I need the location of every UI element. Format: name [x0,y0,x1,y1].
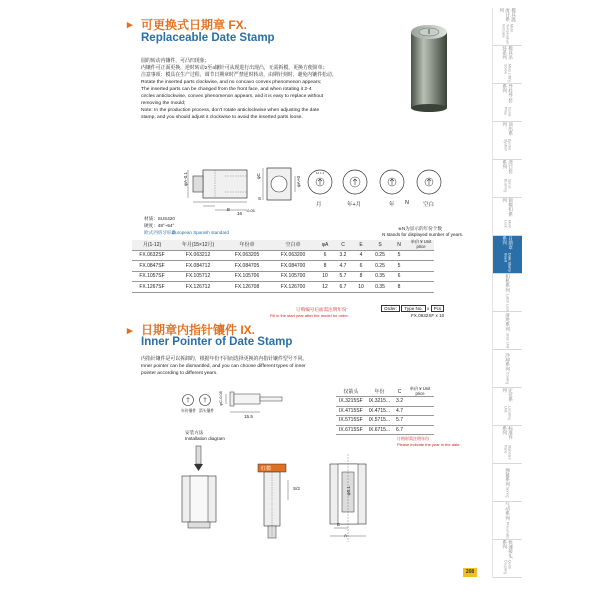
pointer-table [336,387,434,435]
table-row [336,397,434,407]
cell [406,425,434,435]
cell: IX.3215... [366,397,393,407]
desc-cn-line: 内镶件可正面更换，逆时转动2至4镶针可从现进行出现凸，无需拆模，更换方便简单； [141,66,328,71]
sidebar-item-sub: Ejector System [503,138,512,151]
pointer-year-icon [183,395,194,406]
sidebar-item-sub: Locating Unit [503,405,512,420]
sidebar-item-sub: Quick Coupling [503,560,512,575]
sidebar-item-13[interactable] [492,502,522,540]
dim-s2: S/2 [293,486,300,491]
sidebar-item-3[interactable] [492,122,522,160]
order-note-cn: 订购编号后面需注明年份 [296,307,347,312]
sidebar-item-sub: Spring [505,487,510,498]
cell: 5.7 [393,416,406,426]
cell: FX.084705 [224,261,270,272]
sidebar-item-5[interactable] [492,198,522,236]
cell: IX.5715SF [336,416,366,426]
dial-blank-icon [417,170,441,194]
sidebar-item-11[interactable] [492,426,522,464]
table-row [336,425,434,435]
section2-arrow: ▸ [127,325,133,337]
standard-en: European Spanish standard [172,230,229,235]
pointer-arrow-label: 箭头镶件 [199,409,215,413]
cell: IX.4715SF [336,406,366,416]
sidebar-item-label: 标准件系列 [502,426,514,440]
dial-year-month-icon [343,170,367,194]
table-header-row [132,240,434,250]
cell: 10 [316,271,334,282]
sidebar-item-sub: Mold Lifting Screw [503,64,512,83]
cell: 4.7 [334,261,352,272]
dim-phi-c: φC [256,173,261,180]
desc-en-line: removing the mould; [141,101,186,106]
col-header: 单价 ¥ Unit price [406,387,434,397]
install-en: Installation diagram [185,436,225,441]
col-header: 年份章 [224,240,270,250]
cell: 8 [352,271,370,282]
red-plate-label: 红模 [261,466,272,472]
svg-text:12 1 2: 12 1 2 [315,171,325,175]
col-header: 空白章 [270,240,316,250]
sidebar-item-sub: Cooling [505,372,510,385]
cell [406,397,434,407]
cell [408,282,434,293]
cell: 5 [390,250,408,261]
cell: FX.084700 [270,261,316,272]
dim-phi-a: φA-0.1 [183,172,188,186]
sidebar-item-label: 快速接头系列 [502,540,514,559]
desc-cn-line: 圆的转动内镶件，可凸凹现象； [141,59,210,64]
sidebar-item-sub: Guide Pillar [503,106,512,117]
section-arrow: ▸ [127,19,133,31]
cell: 6.7 [393,425,406,435]
cell: 5 [390,261,408,272]
cell: 8 [390,282,408,293]
desc-en-line: Rotate the inserted parts clockwise, and no concavo convex phenomenon appears; [141,80,322,85]
note-n-en: N stands for displayed number of years. [382,232,464,237]
col-header: 仅箭头 [336,387,366,397]
cell: 0.25 [370,261,390,272]
section2-description [141,356,441,377]
standard-cn: 欧式西班牙标准 [144,230,177,235]
sidebar-item-14[interactable] [492,540,522,578]
cell [406,416,434,426]
cell: FX.0847SF [132,261,172,272]
cell: 0.35 [370,282,390,293]
sidebar-item-label: 弹簧系列 [505,467,511,486]
sidebar-item-8[interactable] [492,312,522,350]
sidebar-item-label: 滑块系列 [505,313,511,332]
dim-e2: E [337,522,341,527]
date-stamp-photo [405,22,455,114]
cell: FX.105712 [172,271,224,282]
hardness: 硬度：48°~54° [144,223,175,228]
table-row [132,271,434,282]
order-label: Order: [381,305,400,312]
section-title-cn: 可更换式日期章 FX. [141,18,248,32]
table-row [132,282,434,293]
sidebar-item-label: 定位系列 [502,388,514,402]
table-header-row [336,387,434,397]
section-title-en: Replaceable Date Stamp [141,32,275,44]
cell: 6 [390,271,408,282]
cell: 3.2 [393,397,406,407]
spec-table [132,240,434,293]
sidebar-item-12[interactable] [492,464,522,502]
cell: 6 [316,250,334,261]
desc-en-line: circles anticlockwise, convex phenomenon appears, and it is easy to replace without [141,94,324,99]
col-header: 年份 [366,387,393,397]
cell: 0.35 [370,271,390,282]
material: 材质：SUS420 [144,216,175,221]
sidebar-item-sub: Mold Temperature Indicator [501,24,514,45]
col-header: φA [316,240,334,250]
cell [406,406,434,416]
section2-title-cn: 日期章内指针镶件 IX. [141,323,256,337]
sidebar-item-1[interactable] [492,46,522,84]
col-header: 年月(15×12月) [172,240,224,250]
sidebar-item-label: 锁模扣系列 [502,198,514,217]
sidebar-item-sub: Pneumatic [505,521,510,539]
cell: 4.7 [393,406,406,416]
dial-year-icon [380,170,404,194]
col-header: E [352,240,370,250]
cell: FX.105706 [224,271,270,282]
cell: FX.1057SF [132,271,172,282]
pointer-arrow-icon [200,395,211,406]
sidebar-item-label: 模具温度计系列 [499,8,517,22]
pointer-note-en: Please indicate the year in the date. [397,442,461,447]
cell: 8 [316,261,334,272]
order-pcs: Pcs [431,305,445,312]
sidebar-item-label: 气动系列 [505,502,511,521]
sidebar-item-sub: Slide Unit [505,332,510,348]
cell: 4 [352,250,370,261]
cell: 0.25 [370,250,390,261]
sidebar-item-0[interactable] [492,8,522,46]
dim-e: E [227,207,231,212]
order-note-en: Fill in the start year after the model for order. [270,313,349,318]
dim-tolerance: -0.05 [246,209,255,213]
cell: FX.084712 [172,261,224,272]
cell: 6 [352,261,370,272]
sidebar-item-sub: Date Stamp Insert [503,252,512,272]
installation-diagram [170,444,370,550]
dial-icons [305,168,455,198]
cell: IX.6715... [366,425,393,435]
order-x: x [426,306,430,311]
cell: FX.105700 [270,271,316,282]
sidebar-item-label: 冷却系列 [505,352,511,372]
order-example-value: FX.0632SF x 10 [411,313,445,318]
col-header: 单价 ¥ Unit price [408,240,434,250]
sidebar-item-4[interactable] [492,160,522,198]
sidebar-item-label: 导柱导套系列 [502,84,514,103]
dial-label-n: N [405,200,409,206]
cell [408,261,434,272]
desc-en-line: pointer according to different years. [141,371,218,376]
cell: FX.1267SF [132,282,172,293]
cell: FX.126700 [270,282,316,293]
cell: FX.126712 [172,282,224,293]
sidebar-item-7[interactable] [492,274,522,312]
sidebar-item-sub: Sprue Bushing [503,178,512,192]
col-header: 月(1-12) [132,240,172,250]
inner-pointer-drawing [180,388,295,428]
cell: FX.0632SF [132,250,172,261]
sidebar-item-sub: Latch Lock [505,293,510,311]
table-row [132,261,434,272]
cell: 12 [316,282,334,293]
sidebar-item-label: 扣机系列 [505,274,511,293]
pointer-note-cn: 订购时需注明年份 [397,436,429,441]
sidebar-item-label: 模具吊环系列 [502,46,514,60]
desc-en-line: The inserted parts can be changed from the front face, and when rotating it 2-4 [141,87,312,92]
dim-s: S [258,196,262,201]
sidebar-item-2[interactable] [492,84,522,122]
dim-pointer-phi-c: φC-0.05 [218,391,223,406]
cell: FX.126708 [224,282,270,293]
cell [408,271,434,282]
sidebar-item-sub: Mold Lock [503,220,512,228]
table-row [336,406,434,416]
install-cn: 安装方法 [185,430,204,435]
sidebar-item-label: 浇口套系列 [502,160,514,174]
cell: IX.5715... [366,416,393,426]
dim-phi-a-sub: φA+0 [296,176,301,188]
category-sidebar [492,8,522,584]
cell: IX.4715... [366,406,393,416]
cell: IX.3215SF [336,397,366,407]
section2-title-en: Inner Pointer of Date Stamp [141,336,293,348]
dial-label-year: 年 [389,202,395,208]
cell: FX.063200 [270,250,316,261]
cell: 5.7 [334,271,352,282]
col-header: N [390,240,408,250]
table-row [132,250,434,261]
dim-a2: A [344,533,348,538]
sidebar-item-label: 日期章系列 [502,236,514,250]
desc-cn-line: 内指针镶件是可以拆卸的，根据年份不同而选择更换的内指针镶件型号不同。 [141,357,308,362]
desc-en-line: Inner pointer can be dismantled, and you can choose different types of inner [141,364,306,369]
order-example [381,305,444,312]
sidebar-item-6[interactable] [492,236,522,274]
sidebar-item-9[interactable] [492,350,522,388]
note-n-cn: ※N为显示的年份个数 [398,226,442,231]
cell: 3.2 [334,250,352,261]
cell: IX.6715SF [336,425,366,435]
desc-cn-line: 注意事项：模具在生产过程，调节日期章时严禁逆时转动，由期针刻时，避免内镶件松动。 [141,73,337,78]
cell: 6.7 [334,282,352,293]
dim-16: 16 [237,211,243,216]
sidebar-item-10[interactable] [492,388,522,426]
table-row [336,416,434,426]
dim-phi: φ0.1 [346,486,351,496]
sidebar-item-sub: Standard Parts [503,444,512,460]
pointer-year-label: 年份镶件 [181,409,197,413]
col-header: C [334,240,352,250]
cell: FX.063212 [172,250,224,261]
col-header: C [393,387,406,397]
cell: FX.063205 [224,250,270,261]
order-type: Type No. [401,305,425,312]
dim-pointer-length: 15.5 [244,414,253,419]
dial-label-year-month: 年+月 [347,202,362,208]
desc-en-line: stamp, and you should adjust it clockwise to avoid the inserted parts loose. [141,115,303,120]
dial-label-month: 月 [316,202,322,208]
desc-en-line: Note: In the production process, don't rotate anticlockwise when adjusting the date [141,108,320,113]
dial-month-icon [308,170,332,194]
dial-label-blank: 空白 [423,202,435,208]
col-header: S [370,240,390,250]
sidebar-item-label: 顶出系列 [502,122,514,136]
page-number: 208 [463,568,477,577]
cell: 10 [352,282,370,293]
cell [408,250,434,261]
